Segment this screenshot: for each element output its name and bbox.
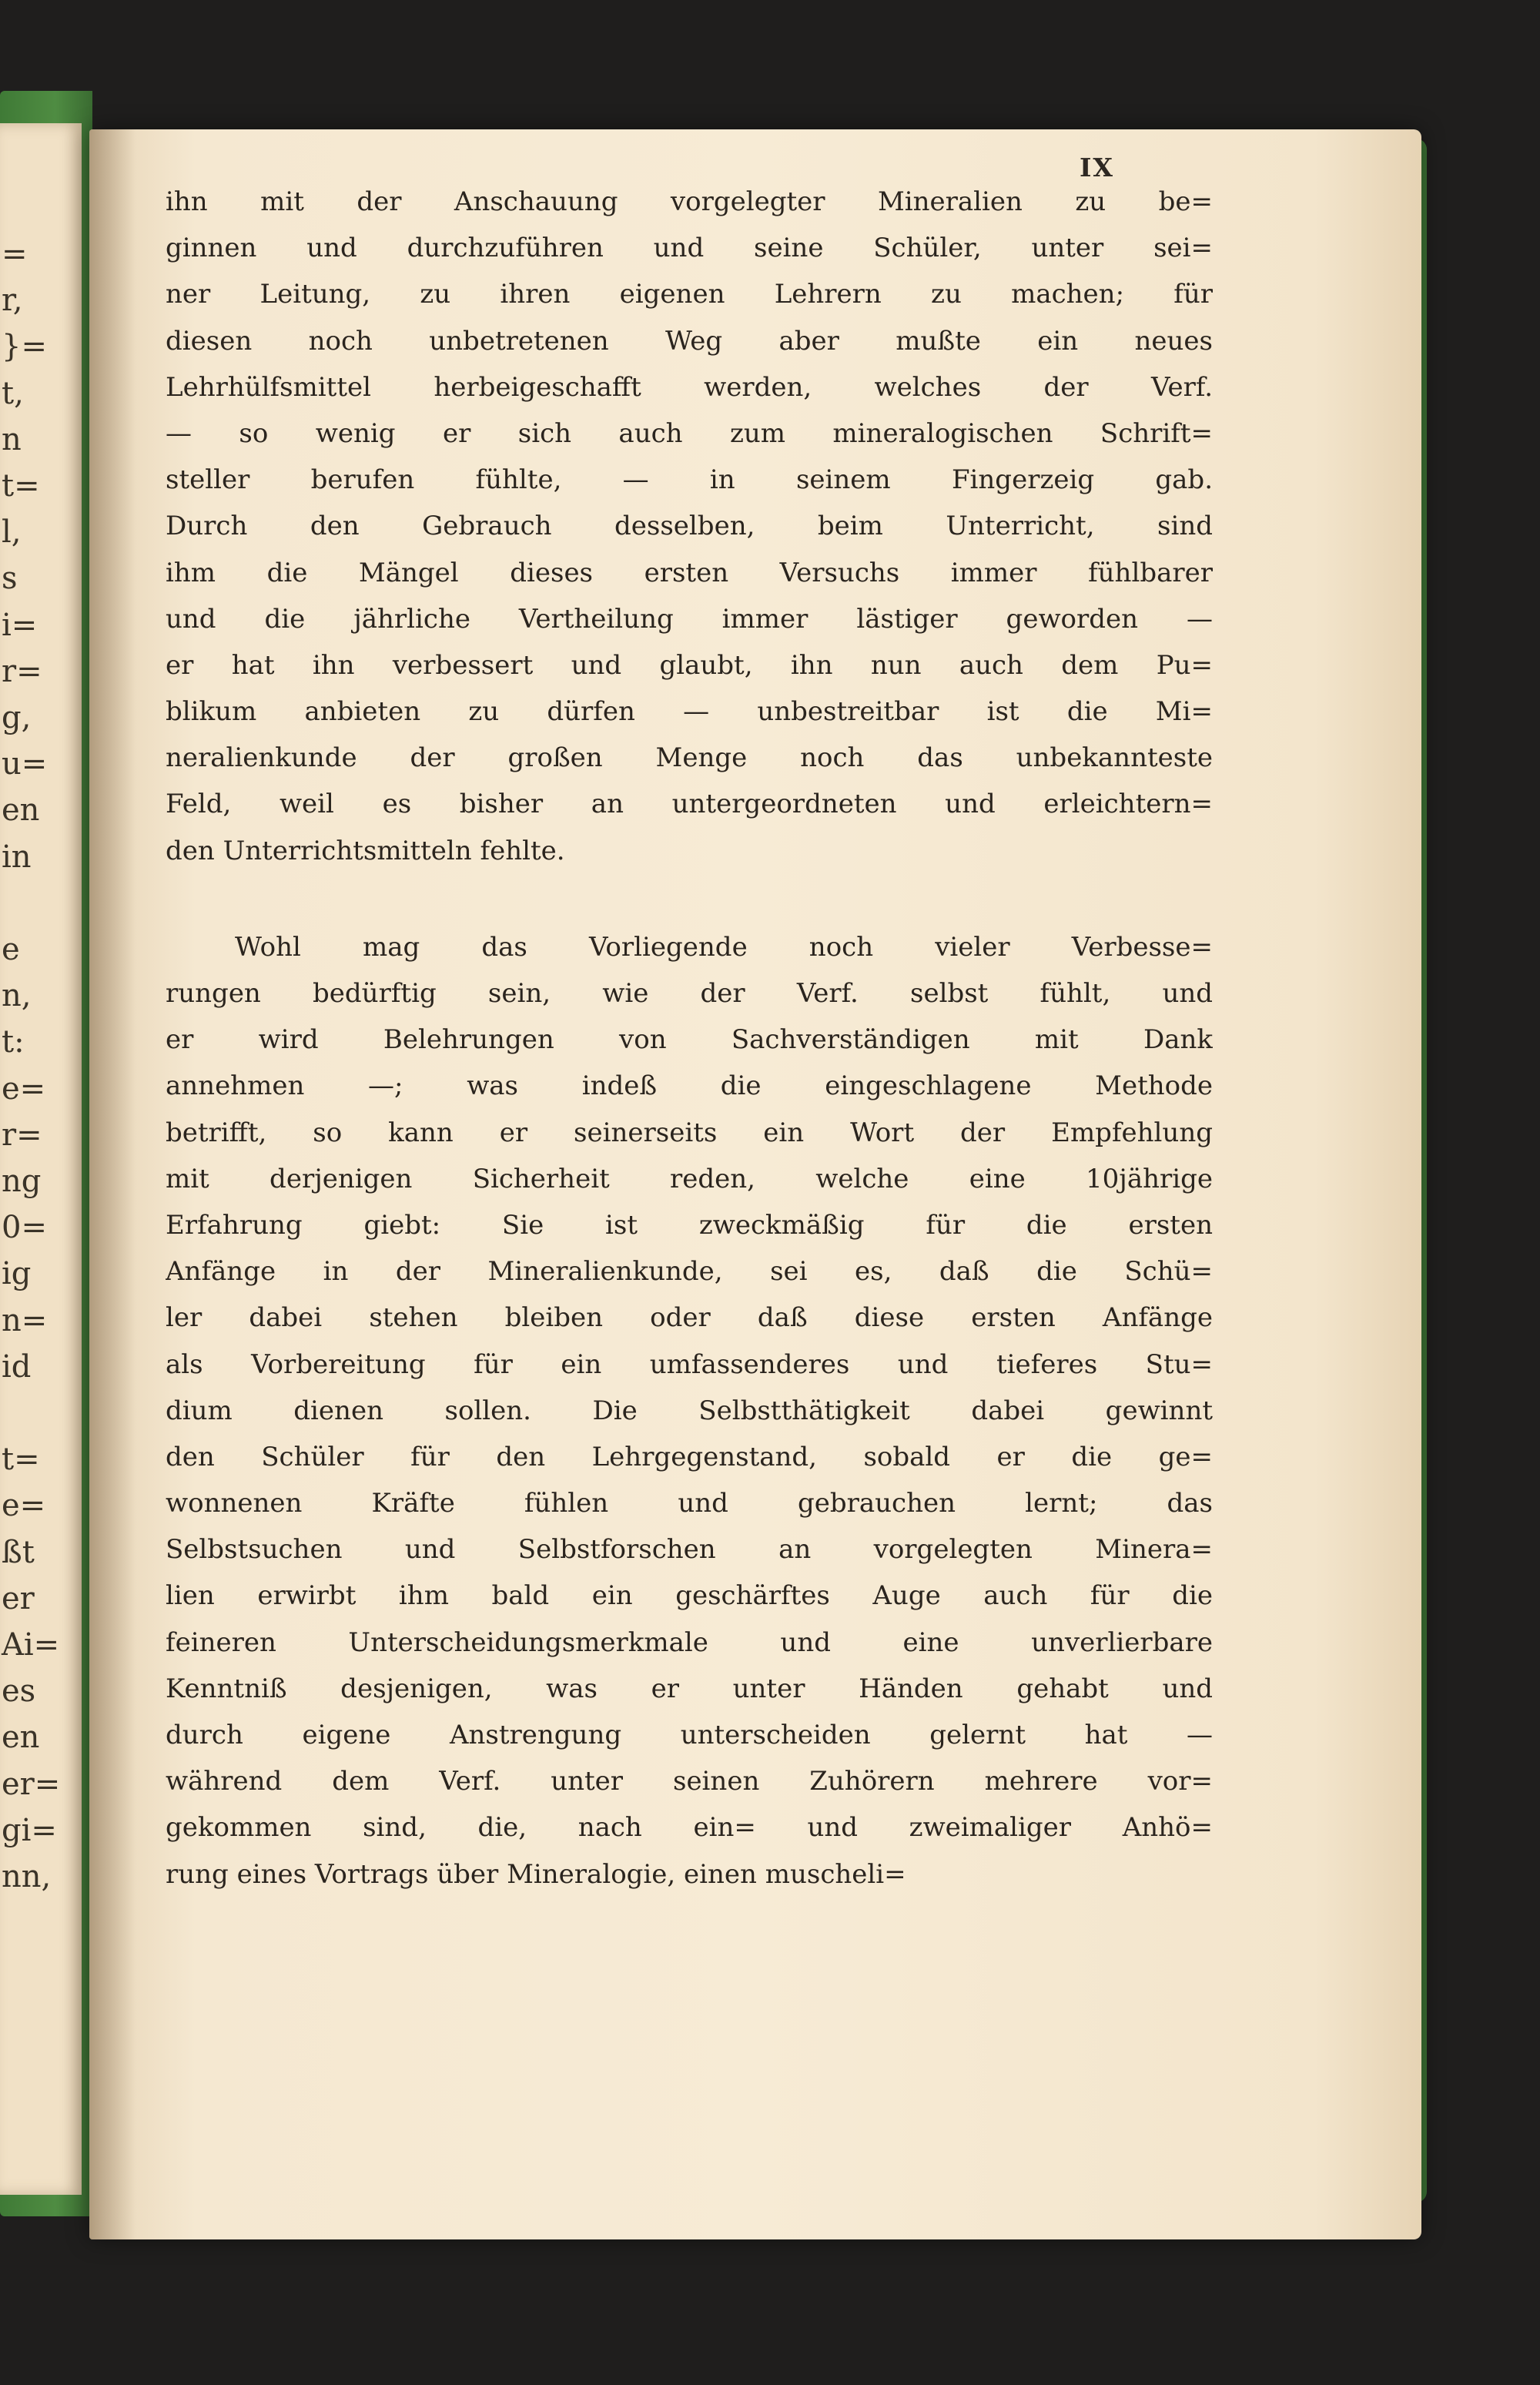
facing-page-fragment: e	[2, 932, 20, 967]
text-line: Feld, weil es bisher an untergeordneten und erleichtern=	[166, 789, 1213, 820]
text-line: er hat ihn verbessert und glaubt, ihn nun auch dem Pu=	[166, 649, 1213, 681]
facing-page-fragment: Ai=	[2, 1627, 60, 1663]
text-line: lien erwirbt ihm bald ein geschärftes Auge auch für die	[166, 1580, 1213, 1612]
facing-page-fragment: nn,	[2, 1859, 52, 1894]
facing-page-fragment: id	[2, 1348, 32, 1385]
facing-page-fragment: r=	[2, 1117, 42, 1153]
text-line: diesen noch unbetretenen Weg aber mußte ein neues	[166, 325, 1213, 357]
text-line: den Unterrichtsmitteln fehlte.	[166, 835, 565, 866]
text-line: Lehrhülfsmittel herbeigeschafft werden, welches der Verf.	[166, 371, 1213, 403]
text-line: ihn mit der Anschauung vorgelegter Mineralien zu be=	[166, 186, 1213, 217]
facing-page-fragment: e=	[2, 1488, 46, 1524]
facing-page-fragment: r,	[2, 283, 23, 319]
facing-page-fragment: s	[2, 561, 18, 597]
text-line: Durch den Gebrauch desselben, beim Unterricht, sind	[166, 511, 1213, 542]
facing-page-fragment: gi=	[2, 1812, 57, 1848]
facing-page-fragment: n	[2, 421, 22, 457]
facing-page-fragment: ng	[2, 1164, 42, 1199]
text-line: dium dienen sollen. Die Selbstthätigkeit dabei gewinnt	[166, 1395, 1213, 1426]
text-line: während dem Verf. unter seinen Zuhörern mehrere vor=	[166, 1766, 1213, 1797]
facing-page-fragment: n,	[2, 978, 32, 1014]
facing-page-fragment: t:	[2, 1024, 25, 1060]
text-line: mit derjenigen Sicherheit reden, welche eine 10jährige	[166, 1163, 1213, 1194]
text-line: ginnen und durchzuführen und seine Schüler, unter sei=	[166, 233, 1213, 264]
text-line: Erfahrung giebt: Sie ist zweckmäßig für die ersten	[166, 1209, 1213, 1241]
facing-page-fragment: t=	[2, 468, 40, 504]
facing-page-fragment: es	[2, 1673, 36, 1710]
facing-page-fragment: i=	[2, 607, 38, 643]
facing-page-fragment: 0=	[2, 1210, 47, 1246]
facing-page-fragment: en	[2, 1720, 40, 1756]
text-line: den Schüler für den Lehrgegenstand, sobald er die ge=	[166, 1441, 1213, 1472]
facing-page-fragment: }=	[2, 329, 47, 365]
facing-page-fragment: u=	[2, 746, 48, 782]
facing-page-edge	[0, 123, 82, 2195]
page-body-text	[166, 179, 1213, 1898]
facing-page-fragment: er=	[2, 1766, 61, 1802]
facing-page-fragment: er	[2, 1580, 35, 1616]
facing-page-fragment: g,	[2, 700, 32, 735]
text-line: annehmen —; was indeß die eingeschlagene Methode	[166, 1070, 1213, 1102]
text-line: wonnenen Kräfte fühlen und gebrauchen lernt; das	[166, 1488, 1213, 1519]
text-line: ler dabei stehen bleiben oder daß diese ersten Anfänge	[166, 1302, 1213, 1334]
text-line: ihm die Mängel dieses ersten Versuchs immer fühlbarer	[166, 557, 1213, 588]
text-line: betrifft, so kann er seinerseits ein Wort der Empfehlung	[166, 1117, 1213, 1148]
facing-page-fragment: =	[2, 236, 28, 272]
paragraph	[166, 924, 1213, 1898]
text-line: Wohl mag das Vorliegende noch vieler Verbesse=	[235, 931, 1213, 963]
facing-page-fragment: ig	[2, 1256, 32, 1292]
facing-page-fragment: r=	[2, 653, 42, 689]
text-line: gekommen sind, die, nach ein= und zweimaliger Anhö=	[166, 1812, 1213, 1844]
text-line: Selbstsuchen und Selbstforschen an vorgelegten Minera=	[166, 1534, 1213, 1566]
facing-page-fragment: n=	[2, 1302, 48, 1338]
text-line: steller berufen fühlte, — in seinem Fingerzeig gab.	[166, 464, 1213, 496]
text-line: er wird Belehrungen von Sachverständigen mit Dank	[166, 1024, 1213, 1056]
text-line: Anfänge in der Mineralienkunde, sei es, daß die Schü=	[166, 1256, 1213, 1288]
text-line: und die jährliche Vertheilung immer lästiger geworden —	[166, 603, 1213, 635]
facing-page-fragment: l,	[2, 514, 22, 551]
text-line: — so wenig er sich auch zum mineralogischen Schrift=	[166, 417, 1213, 449]
facing-page-fragment: e=	[2, 1070, 46, 1107]
text-line: feineren Unterscheidungsmerkmale und eine unverlierbare	[166, 1626, 1213, 1658]
facing-page-fragment: t=	[2, 1442, 40, 1478]
text-line: durch eigene Anstrengung unterscheiden gelernt hat —	[166, 1720, 1213, 1750]
facing-page-fragment: t,	[2, 375, 24, 411]
text-line: Kenntniß desjenigen, was er unter Händen gehabt und	[166, 1673, 1213, 1704]
facing-page-fragment: in	[2, 839, 32, 875]
facing-page-fragment: en	[2, 792, 40, 829]
paragraph	[166, 179, 1213, 874]
page-number: IX	[1080, 152, 1115, 183]
text-line: neralienkunde der großen Menge noch das unbekannteste	[166, 742, 1213, 774]
text-line: rungen bedürftig sein, wie der Verf. selbst fühlt, und	[166, 978, 1213, 1009]
text-line: rung eines Vortrags über Mineralogie, einen muscheli=	[166, 1858, 906, 1890]
text-line: ner Leitung, zu ihren eigenen Lehrern zu machen; für	[166, 279, 1213, 310]
facing-page-fragment: ßt	[2, 1534, 35, 1570]
text-line: als Vorbereitung für ein umfassenderes und tieferes Stu=	[166, 1348, 1213, 1380]
text-line: blikum anbieten zu dürfen — unbestreitbar ist die Mi=	[166, 696, 1213, 728]
page-gutter-shadow	[89, 129, 136, 2239]
